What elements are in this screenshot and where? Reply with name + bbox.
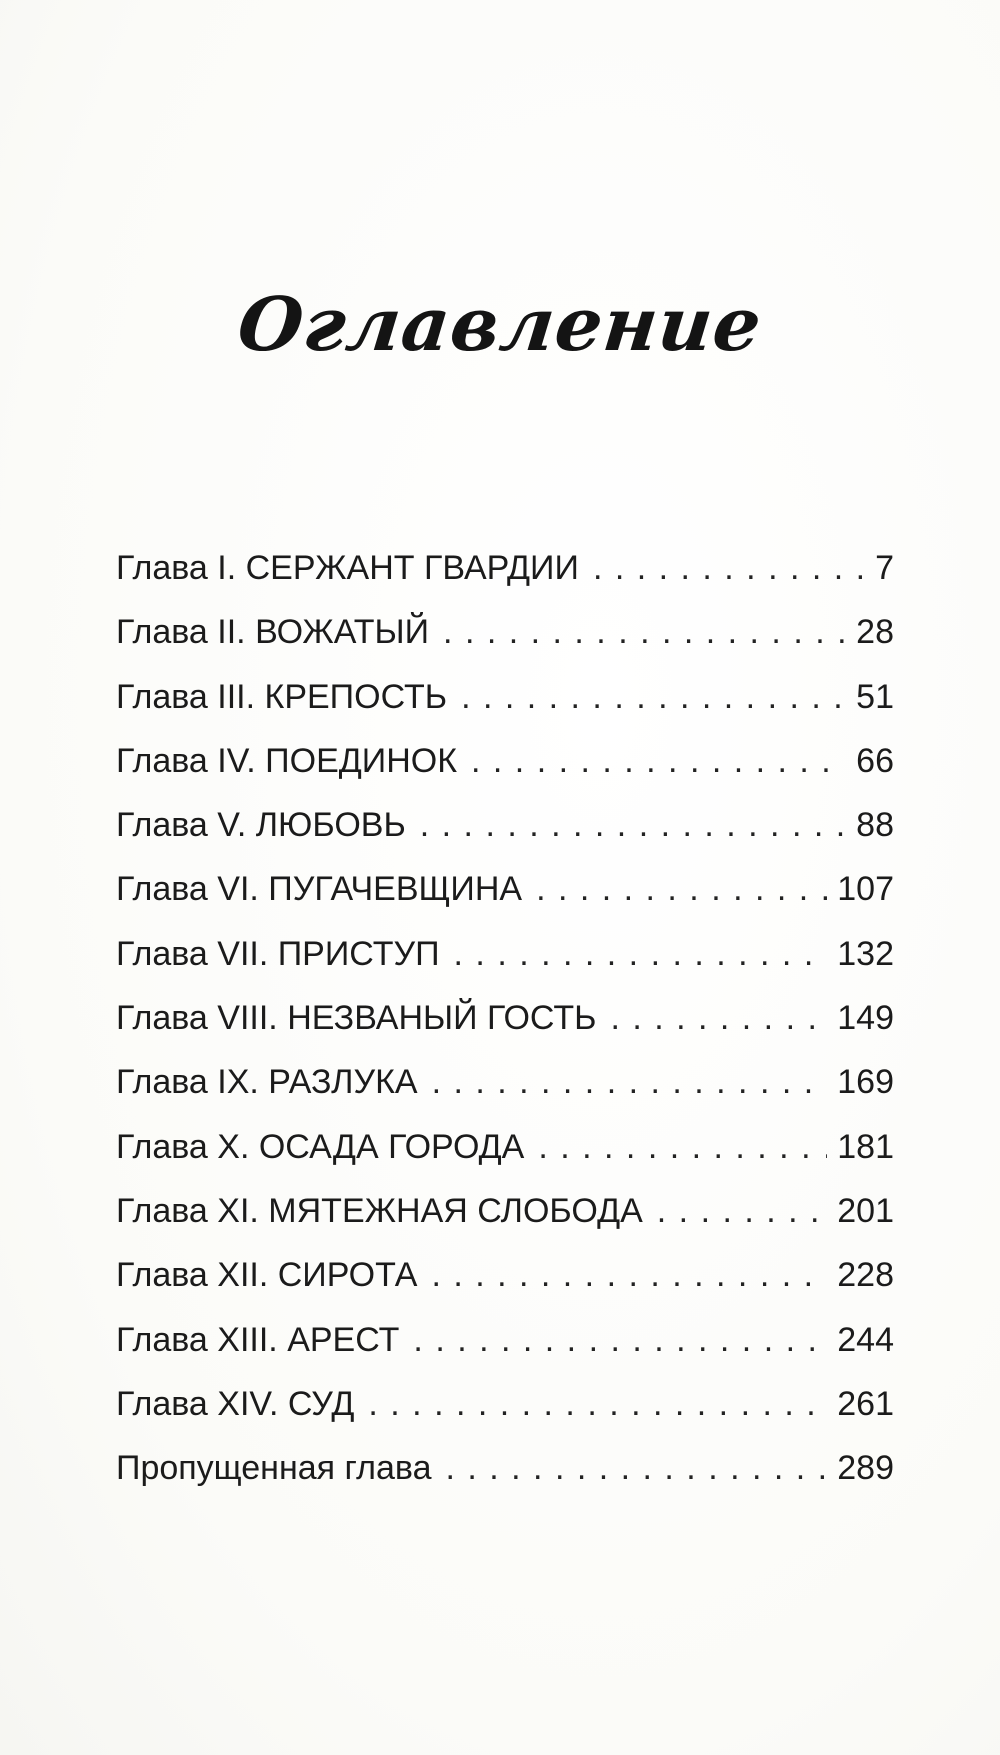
- dot-leader: [538, 1127, 827, 1167]
- toc-entry: [116, 548, 894, 612]
- dot-leader: [431, 1255, 827, 1295]
- toc-entry-title: Глава XIII. АРЕСТ: [116, 1320, 400, 1359]
- toc-entry: [116, 677, 894, 741]
- toc-entry-title: Глава V. ЛЮБОВЬ: [116, 806, 406, 845]
- toc-entry: [116, 1255, 894, 1319]
- toc-entry-title: Пропущенная глава: [116, 1449, 432, 1488]
- toc-entry-title: Глава X. ОСАДА ГОРОДА: [116, 1127, 525, 1166]
- dot-leader: [420, 805, 846, 845]
- toc-entry-page: 51: [856, 677, 894, 716]
- toc-entry: [116, 1062, 894, 1126]
- table-of-contents: [116, 548, 894, 1512]
- toc-entry: [116, 934, 894, 998]
- toc-entry-title: Глава I. СЕРЖАНТ ГВАРДИИ: [116, 549, 579, 587]
- dot-leader: [461, 677, 846, 717]
- toc-entry-title: Глава XII. СИРОТА: [116, 1256, 418, 1295]
- dot-leader: [368, 1384, 827, 1424]
- toc-entry-title: Глава VII. ПРИСТУП: [116, 934, 440, 973]
- toc-entry-page: 28: [856, 613, 894, 652]
- page-title: Оглавление: [234, 282, 766, 368]
- toc-entry-title: Глава VI. ПУГАЧЕВЩИНА: [116, 870, 523, 909]
- dot-leader: [536, 869, 827, 909]
- toc-entry-page: 88: [856, 806, 894, 845]
- toc-entry-title: Глава II. ВОЖАТЫЙ: [116, 613, 430, 652]
- toc-entry-page: 201: [837, 1191, 894, 1230]
- dot-leader: [657, 1191, 827, 1231]
- toc-entry: [116, 1320, 894, 1384]
- toc-entry-page: 181: [837, 1127, 894, 1166]
- dot-leader: [593, 548, 864, 588]
- toc-entry: [116, 1448, 894, 1512]
- toc-entry-page: 7: [875, 549, 894, 587]
- toc-entry: [116, 1384, 894, 1448]
- toc-entry-title: Глава III. КРЕПОСТЬ: [116, 677, 448, 716]
- toc-entry: [116, 998, 894, 1062]
- toc-entry-page: 149: [837, 999, 894, 1038]
- dot-leader: [471, 741, 846, 781]
- toc-entry-title: Глава IX. РАЗЛУКА: [116, 1063, 418, 1102]
- toc-entry: [116, 741, 894, 805]
- dot-leader: [432, 1062, 828, 1102]
- toc-entry-page: 289: [837, 1449, 894, 1488]
- dot-leader: [443, 612, 846, 652]
- toc-entry-title: Глава VIII. НЕЗВАНЫЙ ГОСТЬ: [116, 999, 597, 1038]
- toc-entry: [116, 1191, 894, 1255]
- toc-entry-page: 107: [837, 870, 894, 909]
- toc-entry-title: Глава IV. ПОЕДИНОК: [116, 741, 458, 780]
- toc-entry: [116, 805, 894, 869]
- dot-leader: [445, 1448, 827, 1488]
- toc-entry-title: Глава XIV. СУД: [116, 1384, 355, 1423]
- dot-leader: [610, 998, 827, 1038]
- toc-entry-page: 66: [856, 741, 894, 780]
- toc-entry-page: 132: [837, 934, 894, 973]
- toc-entry-page: 169: [837, 1063, 894, 1102]
- dot-leader: [454, 934, 828, 974]
- toc-entry-page: 261: [837, 1384, 894, 1423]
- dot-leader: [413, 1320, 827, 1360]
- toc-entry: [116, 869, 894, 933]
- toc-entry-page: 244: [837, 1320, 894, 1359]
- toc-entry: [116, 612, 894, 676]
- toc-entry-page: 228: [837, 1256, 894, 1295]
- toc-entry-title: Глава XI. МЯТЕЖНАЯ СЛОБОДА: [116, 1191, 643, 1230]
- toc-entry: [116, 1127, 894, 1191]
